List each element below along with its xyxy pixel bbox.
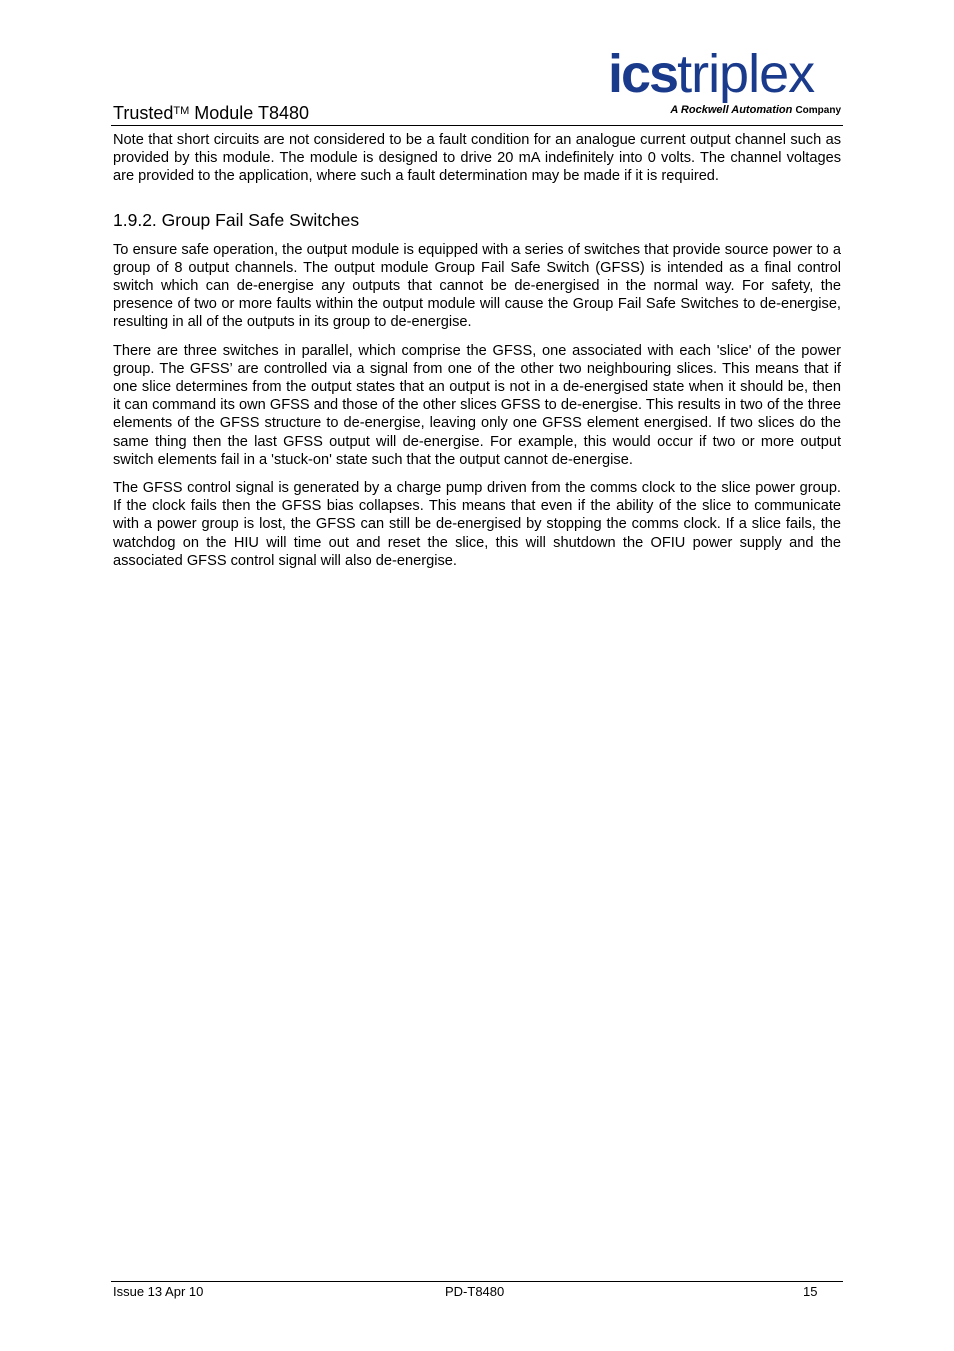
footer-divider — [111, 1281, 843, 1282]
section-heading: 1.9.2. Group Fail Safe Switches — [113, 209, 360, 230]
footer-doc-id: PD-T8480 — [445, 1284, 505, 1299]
logo-wordmark — [608, 46, 814, 102]
body-paragraph: The GFSS control signal is generated by a charge pump driven from the comms clock to the slice power group. If the clock fails then the GFSS bias collapses. This means that even if the ability of the slice to communicate with a power group is lost, the GFSS can still be de-energised by stopping the comms clock. If a slice fails, the watchdog on the HIU will time out and reset the slice, this will shutdown the OFIU power supply and the associated GFSS control signal will also de-energise. — [113, 480, 841, 569]
footer-issue: Issue 13 Apr 10 — [113, 1284, 204, 1299]
page-body — [113, 131, 841, 580]
logo-wordmark-thin: triplex — [677, 44, 815, 104]
logo-tagline — [597, 104, 841, 116]
document-title — [113, 102, 309, 124]
logo-wordmark-bold: ics — [608, 44, 678, 104]
body-paragraph: To ensure safe operation, the output module is equipped with a series of switches that provide source power to a group of 8 output channels. The output module Group Fail Safe Switch (GFSS) is intended as a final control switch which can de-energise any outputs that cannot be de-energised in the normal way. For safety, the presence of two or more faults within the output module will cause the Group Fail Safe Switches to de-energise, resulting in all of the outputs in its group to de-energise. — [113, 241, 841, 331]
intro-paragraph: Note that short circuits are not considered to be a fault condition for an analogue current output channel such as provided by this module. The module is designed to drive 20 mA indefinitely into 0 volts. The channel voltages are provided to the application, where such a fault determination may be made if it is required. — [113, 132, 841, 185]
logo-company-text: Company — [795, 105, 841, 116]
body-paragraph: There are three switches in parallel, which comprise the GFSS, one associated with each 'slice' of the power group. The GFSS’ are controlled via a signal from one of the other two neighbouring slices. This means that if one slice determines from the output states that an output is not in a de-energised state when it should be, then it can command its own GFSS and those of the other slices GFSS to de-energise. This results in two of the three elements of the GFSS structure to de-energise, leaving only one GFSS element energised. If two slices do the same thing then the last GFSS output will de-energise. For example, this would occur if two or more output switch elements fail in a 'stuck-on' state such that the output cannot de-energise. — [113, 342, 841, 468]
logo-tagline-text: A Rockwell Automation — [670, 104, 793, 116]
header-divider — [111, 125, 843, 126]
page-number: 15 — [803, 1284, 818, 1299]
trademark-superscript: TM — [173, 105, 190, 117]
company-logo — [608, 46, 844, 122]
title-prefix: Trusted — [113, 103, 174, 123]
title-suffix: Module T8480 — [189, 103, 310, 123]
